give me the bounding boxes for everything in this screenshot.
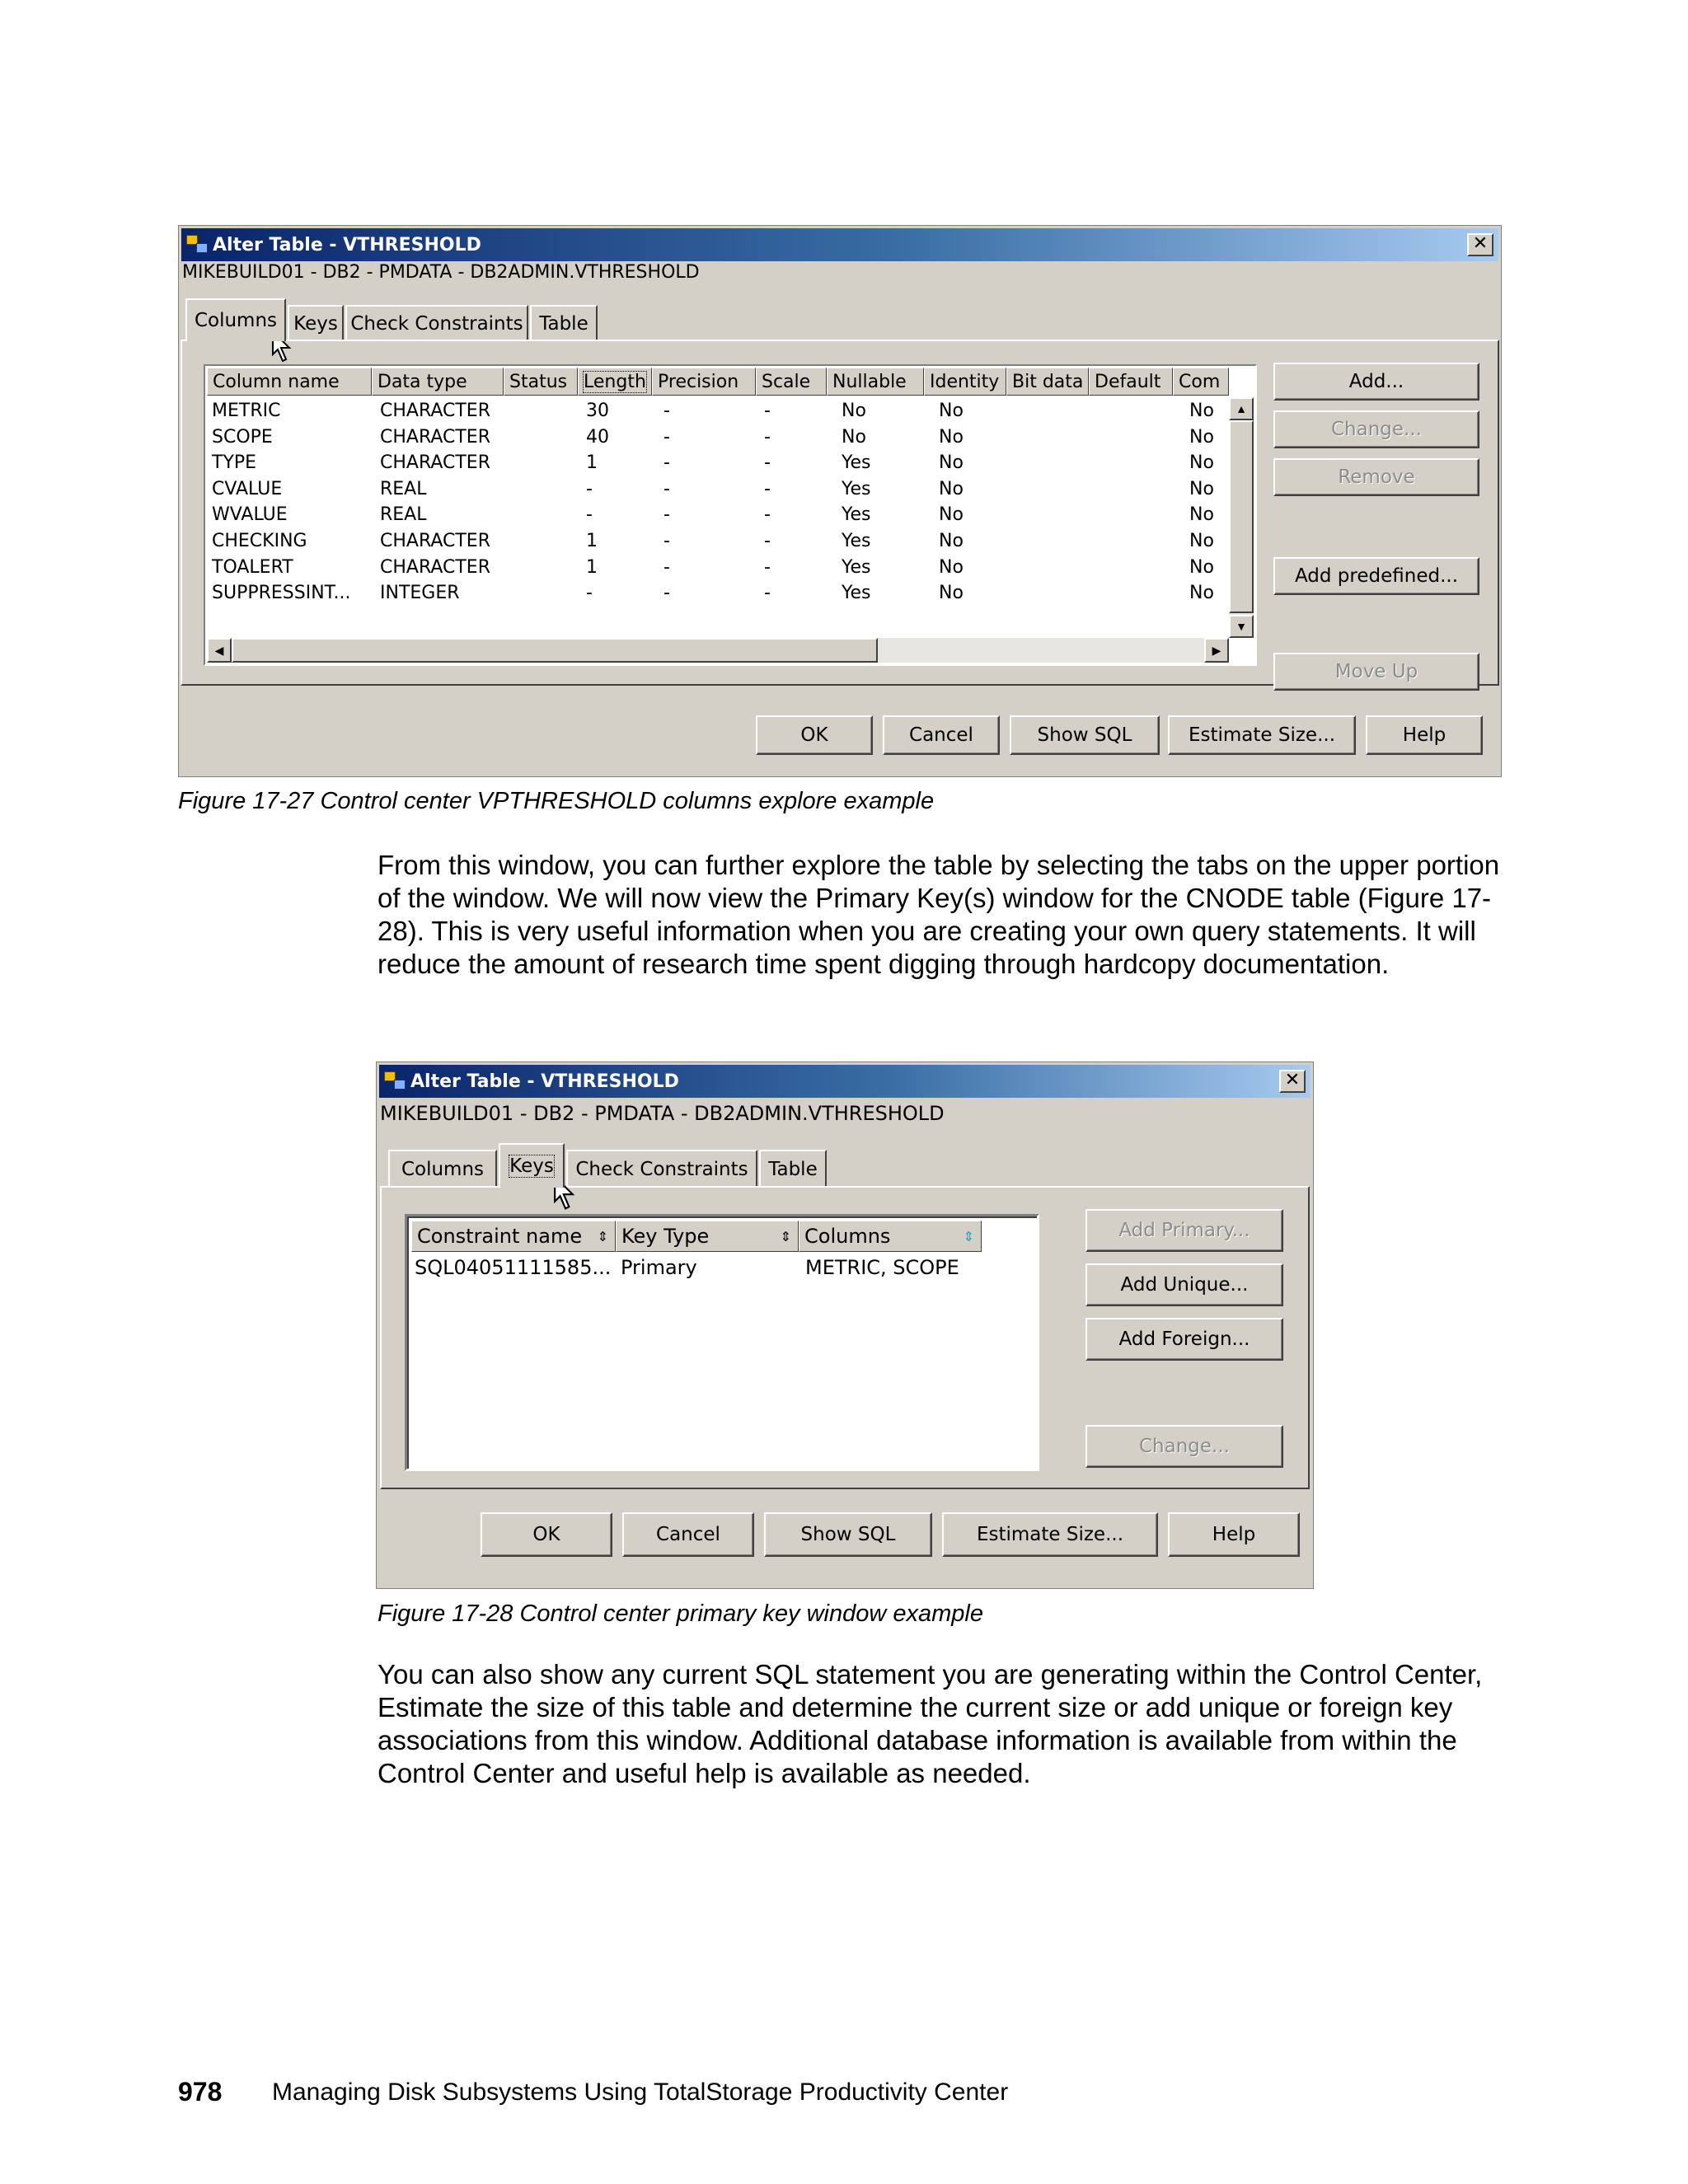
table-cell: No	[1189, 556, 1214, 578]
table-cell: No	[842, 426, 866, 448]
table-cell: No	[939, 401, 964, 421]
help-button[interactable]: Help	[1168, 1512, 1300, 1557]
table-cell: -	[764, 452, 771, 474]
title-bar[interactable]	[181, 228, 1498, 261]
table-cell: No	[1189, 426, 1214, 448]
constraints-table	[405, 1214, 1039, 1471]
table-cell: -	[764, 478, 771, 499]
header-identity[interactable]: Identity	[924, 368, 1006, 396]
header-status[interactable]: Status	[504, 368, 578, 396]
table-cell: REAL	[380, 478, 427, 499]
table-cell: CHARACTER	[380, 426, 490, 448]
tab-columns[interactable]: Columns	[185, 298, 286, 341]
table-cell: No	[939, 452, 964, 474]
table-cell: 1	[586, 556, 598, 578]
close-icon[interactable]: ✕	[1467, 233, 1493, 256]
header-length[interactable]: Length	[578, 368, 652, 396]
estimate-size-button[interactable]: Estimate Size...	[1168, 715, 1356, 755]
ok-button[interactable]: OK	[756, 715, 873, 755]
add-primary-button[interactable]: Add Primary...	[1085, 1209, 1283, 1252]
table-cell: -	[586, 504, 593, 526]
tab-keys[interactable]: Keys	[499, 1143, 565, 1188]
tab-table[interactable]: Table	[530, 305, 598, 341]
table-cell: METRIC, SCOPE	[805, 1256, 959, 1279]
table-cell: -	[586, 583, 593, 604]
table-cell: -	[764, 556, 771, 578]
table-cell: CHARACTER	[380, 452, 490, 474]
table-cell: No	[1189, 478, 1214, 499]
table-cell: No	[1189, 531, 1214, 551]
table-cell: CHARACTER	[380, 531, 490, 551]
table-cell: -	[663, 401, 670, 421]
add-unique-button[interactable]: Add Unique...	[1085, 1263, 1283, 1306]
object-path: MIKEBUILD01 - DB2 - PMDATA - DB2ADMIN.VTHRESHOLD	[380, 1102, 945, 1125]
scroll-thumb-horizontal[interactable]	[232, 638, 878, 663]
add-button[interactable]: Add...	[1273, 363, 1479, 401]
move-up-clip	[1273, 653, 1479, 682]
vertical-scrollbar[interactable]	[1229, 397, 1254, 638]
header-nullable[interactable]: Nullable	[827, 368, 924, 396]
control-center-icon	[384, 1071, 406, 1091]
page-number: 978	[178, 2077, 223, 2107]
cancel-button[interactable]: Cancel	[883, 715, 1000, 755]
table-cell: -	[764, 426, 771, 448]
table-cell: Yes	[842, 583, 871, 604]
scroll-down-icon[interactable]: ▼	[1229, 615, 1254, 638]
estimate-size-button[interactable]: Estimate Size...	[942, 1512, 1158, 1557]
body-paragraph-1: From this window, you can further explore the table by selecting the tabs on the upper portion of the window. We will now view the Primary Key(s) window for the CNODE table (Figure 17-28). This is very useful information when you are creating your own query statements. It will reduce the amount of research time spent digging through hardcopy documentation.	[377, 850, 1500, 979]
alter-table-dialog-columns	[178, 225, 1502, 777]
tab-keys[interactable]: Keys	[288, 305, 344, 341]
scroll-left-icon[interactable]: ◀	[207, 638, 232, 663]
title-bar[interactable]	[379, 1065, 1311, 1098]
scroll-thumb[interactable]	[1229, 420, 1254, 613]
table-cell: WVALUE	[212, 504, 288, 526]
tab-columns[interactable]: Columns	[388, 1150, 497, 1188]
figure-caption-17-27: Figure 17-27 Control center VPTHRESHOLD columns explore example	[178, 788, 935, 814]
show-sql-button[interactable]: Show SQL	[764, 1512, 932, 1557]
table-cell: 1	[586, 531, 598, 551]
table-cell: No	[1189, 504, 1214, 526]
change-button[interactable]: Change...	[1273, 410, 1479, 448]
sort-icon-active: ⇕	[963, 1228, 974, 1244]
table-cell: CHARACTER	[380, 556, 490, 578]
columns-table	[204, 364, 1257, 666]
table-cell: No	[1189, 401, 1214, 421]
table-cell: INTEGER	[380, 583, 460, 604]
alter-table-dialog-keys	[376, 1062, 1314, 1589]
body-paragraph-2: You can also show any current SQL statement you are generating within the Control Center, Estimate the size of this table and determine the current size or add unique or foreign key associations from this window. Additional database information is available from within the Control Center and useful help is available as needed.	[377, 1659, 1483, 1788]
table-cell: Yes	[842, 478, 871, 499]
ok-button[interactable]: OK	[481, 1512, 612, 1557]
table-cell: TYPE	[212, 452, 257, 474]
header-precision[interactable]: Precision	[652, 368, 756, 396]
book-title: Managing Disk Subsystems Using TotalStorage Productivity Center	[272, 2079, 1009, 2106]
show-sql-button[interactable]: Show SQL	[1010, 715, 1160, 755]
table-cell: SQL04051111585...	[415, 1256, 612, 1279]
table-cell: -	[663, 426, 670, 448]
scroll-right-icon[interactable]: ▶	[1204, 638, 1229, 663]
table-cell: Yes	[842, 452, 871, 474]
cancel-button[interactable]: Cancel	[622, 1512, 754, 1557]
table-cell: Yes	[842, 531, 871, 551]
table-cell: CHARACTER	[380, 401, 490, 421]
table-cell: No	[1189, 452, 1214, 474]
table-cell: Primary	[621, 1256, 697, 1279]
header-comment[interactable]: Com	[1173, 368, 1229, 396]
table-cell: No	[939, 556, 964, 578]
table-cell: -	[663, 531, 670, 551]
table-cell: -	[663, 504, 670, 526]
control-center-icon	[186, 235, 208, 255]
header-data-type[interactable]: Data type	[372, 368, 504, 396]
table-cell: No	[939, 583, 964, 604]
tab-table[interactable]: Table	[759, 1150, 827, 1188]
table-cell: -	[764, 401, 771, 421]
scroll-up-icon[interactable]: ▲	[1229, 397, 1254, 420]
add-foreign-button[interactable]: Add Foreign...	[1085, 1318, 1283, 1361]
table-cell: No	[842, 401, 866, 421]
table-cell: No	[939, 504, 964, 526]
add-predefined-button[interactable]: Add predefined...	[1273, 557, 1479, 595]
object-path: MIKEBUILD01 - DB2 - PMDATA - DB2ADMIN.VTHRESHOLD	[182, 262, 700, 283]
table-cell: SUPPRESSINT...	[212, 583, 351, 604]
close-icon[interactable]: ✕	[1279, 1070, 1306, 1093]
table-cell: -	[663, 452, 670, 474]
table-cell: 30	[586, 401, 609, 421]
header-columns[interactable]: Columns ⇕	[799, 1221, 982, 1252]
table-cell: REAL	[380, 504, 427, 526]
table-cell: No	[939, 478, 964, 499]
sort-icon: ⇕	[597, 1228, 608, 1244]
window-title: Alter Table - VTHRESHOLD	[213, 234, 481, 255]
table-cell: No	[939, 531, 964, 551]
sort-icon: ⇕	[780, 1228, 791, 1244]
table-cell: -	[663, 556, 670, 578]
header-default[interactable]: Default	[1089, 368, 1173, 396]
table-cell: Yes	[842, 504, 871, 526]
table-cell: -	[764, 504, 771, 526]
table-cell: No	[1189, 583, 1214, 604]
tab-check-constraints[interactable]: Check Constraints	[566, 1150, 757, 1188]
table-cell: -	[586, 478, 593, 499]
table-cell: Yes	[842, 556, 871, 578]
table-cell: -	[764, 531, 771, 551]
move-up-button[interactable]: Move Up	[1273, 653, 1479, 691]
table-cell: 40	[586, 426, 609, 448]
header-key-type[interactable]: Key Type ⇕	[616, 1221, 799, 1252]
tab-check-constraints[interactable]: Check Constraints	[345, 305, 528, 341]
table-cell: TOALERT	[212, 556, 293, 578]
table-cell: -	[663, 478, 670, 499]
help-button[interactable]: Help	[1366, 715, 1483, 755]
table-cell: SCOPE	[212, 426, 273, 448]
table-cell: CVALUE	[212, 478, 283, 499]
window-title: Alter Table - VTHRESHOLD	[410, 1071, 679, 1092]
table-cell: 1	[586, 452, 598, 474]
change-button[interactable]: Change...	[1085, 1425, 1283, 1468]
figure-caption-17-28: Figure 17-28 Control center primary key window example	[377, 1601, 983, 1627]
remove-button[interactable]: Remove	[1273, 458, 1479, 496]
header-bit-data[interactable]: Bit data	[1006, 368, 1089, 396]
horizontal-scrollbar[interactable]	[207, 638, 1229, 663]
table-cell: No	[939, 426, 964, 448]
header-column-name[interactable]: Column name	[207, 368, 372, 396]
table-cell: METRIC	[212, 401, 281, 421]
header-constraint-name[interactable]: Constraint name ⇕	[411, 1221, 616, 1252]
table-cell: -	[663, 583, 670, 604]
table-cell: -	[764, 583, 771, 604]
table-cell: CHECKING	[212, 531, 307, 551]
header-scale[interactable]: Scale	[756, 368, 827, 396]
